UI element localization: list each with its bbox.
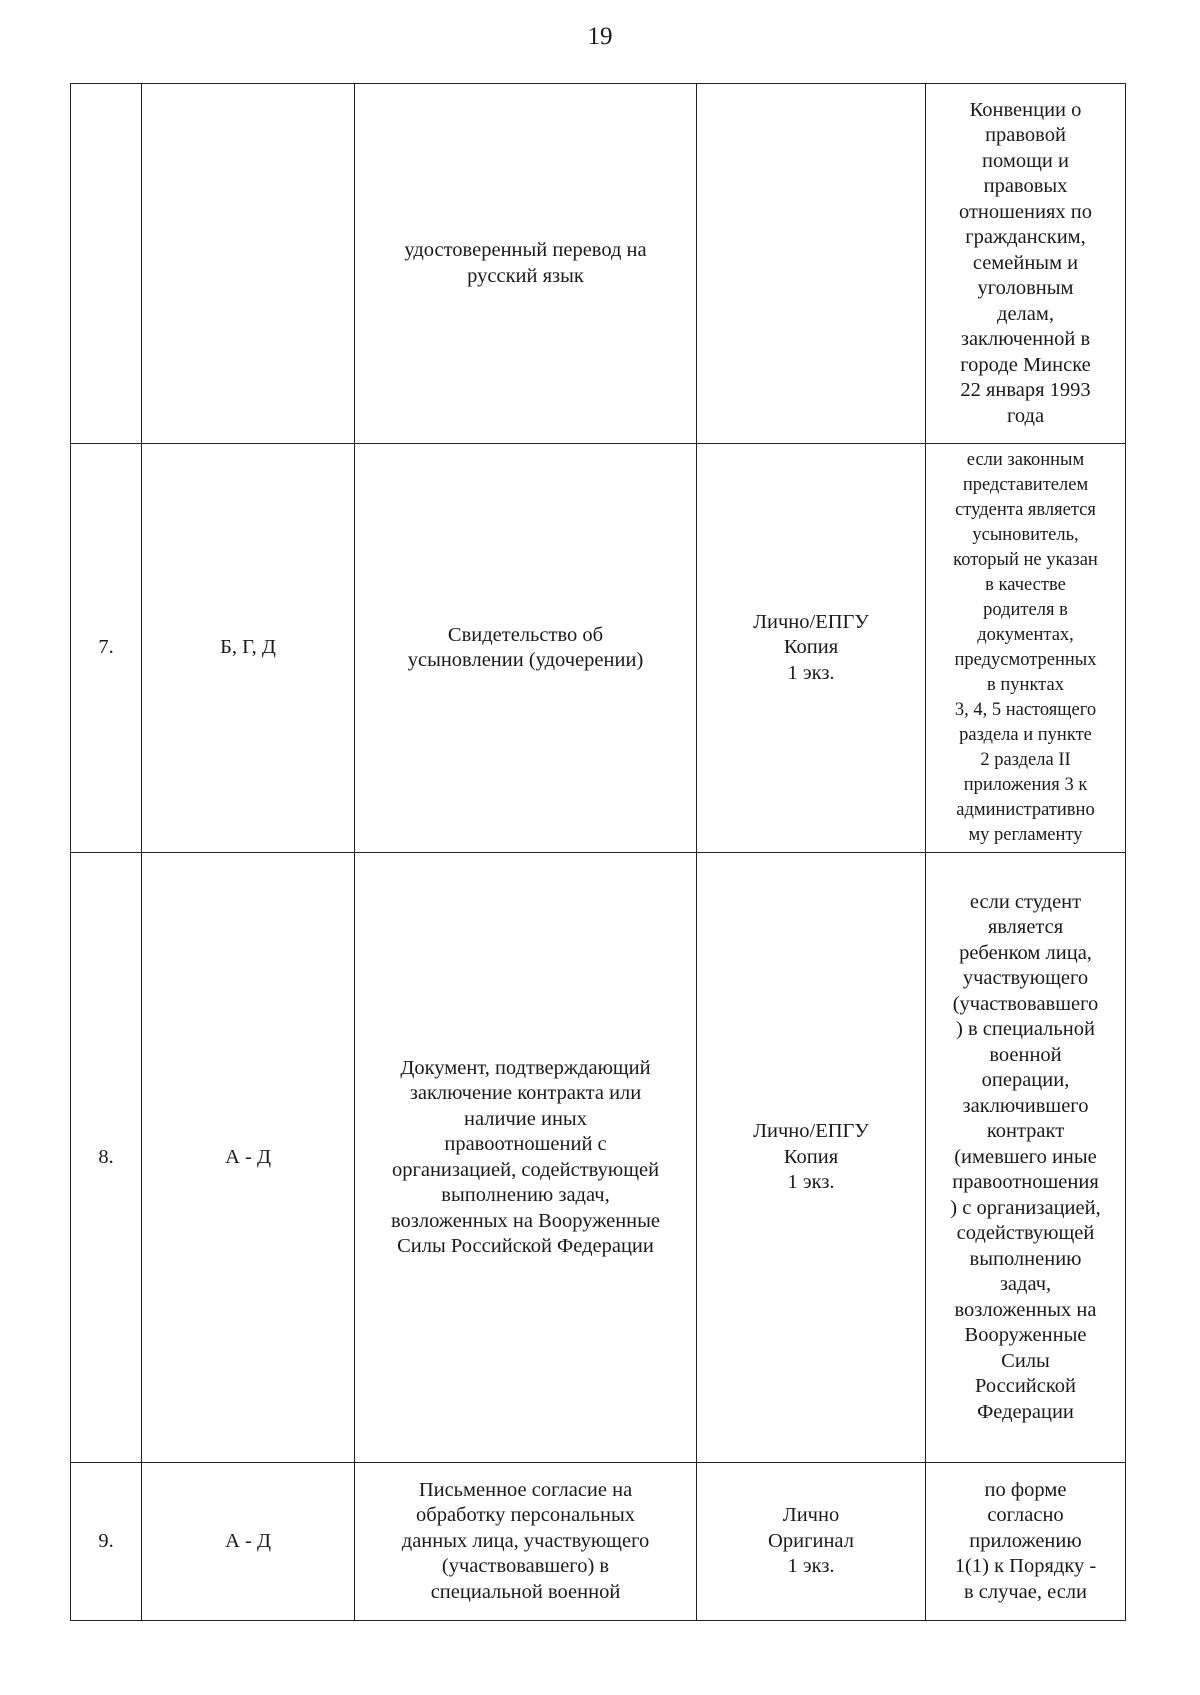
row-number-cell: 9. bbox=[71, 1463, 142, 1621]
cell-text-line: заключившего bbox=[962, 1094, 1089, 1117]
cell-text-line: приложению bbox=[969, 1529, 1082, 1552]
cell-text-line: Силы bbox=[1001, 1349, 1050, 1372]
cell-text-line: уголовным bbox=[977, 277, 1074, 300]
cell-text-line: 1 экз. bbox=[787, 1171, 835, 1194]
note-cell bbox=[926, 84, 1126, 444]
cell-text-line: выполнению bbox=[969, 1247, 1082, 1270]
cell-text-line: Копия bbox=[783, 636, 839, 659]
cell-text-line: документах, bbox=[977, 625, 1074, 645]
cell-text-line: Конвенции о bbox=[969, 98, 1082, 121]
cell-text-line: Свидетельство об bbox=[447, 623, 604, 646]
cell-text-line: (участвовавшего bbox=[952, 992, 1099, 1015]
cell-text-line: организацией, содействующей bbox=[391, 1158, 660, 1181]
cell-text-line: Лично/ЕПГУ bbox=[753, 610, 869, 633]
cell-text-line: заключенной в bbox=[960, 328, 1091, 351]
cell-text-line: удостоверенный перевод на bbox=[404, 239, 647, 261]
cell-text-line: представителем bbox=[962, 475, 1089, 495]
document-cell bbox=[355, 853, 697, 1463]
submission-cell bbox=[697, 84, 926, 444]
categories-cell: А - Д bbox=[142, 1463, 355, 1621]
cell-text-line: усыновлении (удочерении) bbox=[407, 649, 644, 671]
cell-text-line: возложенных на Вооруженные bbox=[390, 1209, 661, 1232]
submission-cell bbox=[697, 1463, 926, 1621]
cell-text-line: военной bbox=[989, 1043, 1062, 1066]
cell-text-line: му регламенту bbox=[968, 825, 1083, 845]
cell-text-line: (участвовавшего) в bbox=[441, 1555, 610, 1578]
cell-text-line: Вооруженные bbox=[964, 1324, 1087, 1347]
cell-text-line: специальной военной bbox=[430, 1580, 621, 1603]
cell-text-line: ) с организацией, bbox=[950, 1196, 1101, 1219]
cell-text-line: выполнению задач, bbox=[441, 1184, 610, 1206]
note-cell bbox=[926, 1463, 1126, 1621]
cell-text-line: правоотношения bbox=[952, 1171, 1099, 1194]
cell-text-line: Федерации bbox=[977, 1400, 1074, 1423]
cell-text-line: 1 экз. bbox=[787, 1555, 835, 1578]
cell-text-line: приложения 3 к bbox=[963, 775, 1088, 795]
table-row bbox=[71, 853, 1126, 1463]
cell-text-line: 22 января 1993 bbox=[960, 379, 1091, 402]
cell-text-line: данных лица, участвующего bbox=[401, 1529, 650, 1552]
document-cell bbox=[355, 444, 697, 853]
cell-text-line: ребенком лица, bbox=[959, 941, 1092, 964]
cell-text-line: в пунктах bbox=[987, 675, 1064, 695]
cell-text-line: Документ, подтверждающий bbox=[400, 1056, 651, 1079]
cell-text-line: помощи и bbox=[982, 149, 1069, 172]
cell-text-line: Силы Российской Федерации bbox=[397, 1235, 654, 1257]
table-row bbox=[71, 444, 1126, 853]
cell-text-line: Лично bbox=[782, 1504, 840, 1527]
table-row bbox=[71, 1463, 1126, 1621]
note-cell bbox=[926, 444, 1126, 853]
cell-text-line: Российской bbox=[974, 1375, 1077, 1398]
cell-text-line: обработку персональных bbox=[416, 1504, 635, 1527]
cell-text-line: правоотношений с bbox=[444, 1133, 607, 1155]
cell-text-line: 1 экз. bbox=[787, 661, 835, 684]
cell-text-line: усыновитель, bbox=[972, 525, 1079, 545]
cell-text-line: участвующего bbox=[962, 967, 1089, 990]
cell-text-line: является bbox=[987, 916, 1064, 939]
cell-text-line: задач, bbox=[999, 1273, 1052, 1296]
cell-text-line: 2 раздела II bbox=[980, 750, 1071, 770]
cell-text-line: отношениях по bbox=[958, 200, 1092, 223]
cell-text-line: контракт bbox=[986, 1120, 1065, 1143]
cell-text-line: года bbox=[1006, 404, 1045, 427]
cell-text-line: раздела и пункте bbox=[959, 725, 1092, 745]
table-row bbox=[71, 84, 1126, 444]
cell-text-line: заключение контракта или bbox=[409, 1082, 642, 1104]
cell-text-line: Копия bbox=[783, 1145, 839, 1168]
categories-cell: А - Д bbox=[142, 853, 355, 1463]
cell-text-line: родителя в bbox=[983, 600, 1068, 620]
cell-text-line: (имевшего иные bbox=[954, 1145, 1097, 1168]
cell-text-line: правовой bbox=[985, 124, 1066, 147]
page-number: 19 bbox=[587, 23, 613, 50]
row-number-cell bbox=[71, 84, 142, 444]
cell-text-line: русский язык bbox=[467, 264, 584, 287]
cell-text-line: если студент bbox=[969, 890, 1082, 913]
cell-text-line: гражданским, bbox=[965, 226, 1086, 249]
cell-text-line: который не указан bbox=[953, 550, 1098, 570]
row-number-cell: 8. bbox=[71, 853, 142, 1463]
documents-table bbox=[70, 83, 1126, 1621]
cell-text-line: Лично/ЕПГУ bbox=[753, 1120, 869, 1143]
cell-text-line: делам, bbox=[997, 302, 1054, 325]
cell-text-line: Оригинал bbox=[768, 1529, 854, 1552]
cell-text-line: семейным и bbox=[972, 251, 1079, 274]
cell-text-line: 1(1) к Порядку - bbox=[954, 1555, 1097, 1578]
note-cell bbox=[926, 853, 1126, 1463]
categories-cell: Б, Г, Д bbox=[142, 444, 355, 853]
cell-text-line: операции, bbox=[981, 1069, 1070, 1092]
cell-text-line: наличие иных bbox=[464, 1107, 587, 1130]
cell-text-line: согласно bbox=[987, 1504, 1064, 1527]
document-cell bbox=[355, 1463, 697, 1621]
cell-text-line: предусмотренных bbox=[954, 650, 1097, 670]
categories-cell bbox=[142, 84, 355, 444]
cell-text-line: содействующей bbox=[956, 1222, 1095, 1245]
cell-text-line: 3, 4, 5 настоящего bbox=[954, 700, 1097, 720]
cell-text-line: городе Минске bbox=[960, 353, 1091, 376]
cell-text-line: правовых bbox=[983, 175, 1068, 198]
cell-text-line: возложенных на bbox=[954, 1298, 1097, 1321]
cell-text-line: если законным bbox=[966, 450, 1085, 470]
submission-cell bbox=[697, 444, 926, 853]
cell-text-line: по форме bbox=[984, 1478, 1067, 1501]
cell-text-line: административно bbox=[956, 800, 1095, 820]
cell-text-line: студента является bbox=[955, 500, 1096, 520]
cell-text-line: Письменное согласие на bbox=[418, 1478, 633, 1501]
row-number-cell: 7. bbox=[71, 444, 142, 853]
document-cell bbox=[355, 84, 697, 444]
cell-text-line: в качестве bbox=[985, 575, 1066, 595]
cell-text-line: ) в специальной bbox=[956, 1018, 1095, 1041]
cell-text-line: в случае, если bbox=[963, 1580, 1088, 1603]
submission-cell bbox=[697, 853, 926, 1463]
